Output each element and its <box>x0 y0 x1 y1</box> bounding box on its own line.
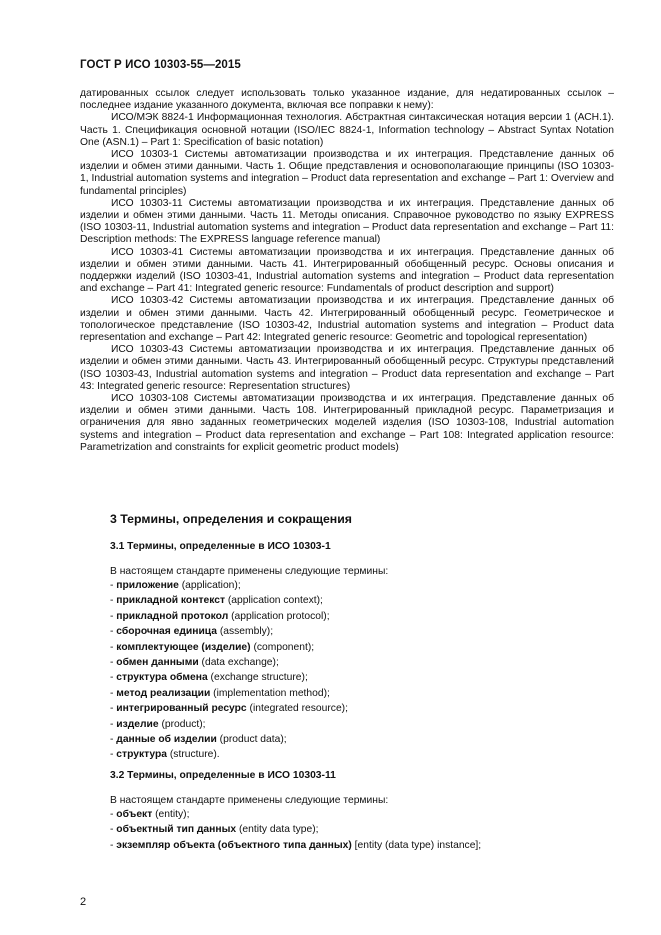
term-item: - прикладной контекст (application context); <box>110 595 323 607</box>
normative-references-text <box>80 88 614 454</box>
terms-list-3-2 <box>110 809 620 855</box>
term-item: - обмен данными (data exchange); <box>110 656 279 668</box>
term-item: - изделие (product); <box>110 718 206 730</box>
term-item: - объектный тип данных (entity data type); <box>110 824 319 836</box>
term-item: - данные об изделии (product data); <box>110 733 287 745</box>
subsection-3-2-lead: В настоящем стандарте применены следующие термины: <box>110 795 389 806</box>
reference-item: ИСО 10303-41 Системы автоматизации производства и их интеграция. Представление данных об изделии и обмен этими данными. Часть 41. Интегрированный обобщенный ресурс. Основы описания и поддержки изделий (ISO 10303-41, Industrial automation systems and integration – Product data representation and exchange – Part 41: Integrated generic resource: Fundamentals of product description and support) <box>80 246 614 295</box>
term-item: - интегрированный ресурс (integrated resource); <box>110 703 348 715</box>
term-item: - комплектующее (изделие) (component); <box>110 641 315 653</box>
term-item: - структура (structure). <box>110 749 220 761</box>
term-item: - структура обмена (exchange structure); <box>110 672 308 684</box>
term-item: - метод реализации (implementation method); <box>110 687 330 699</box>
term-item: - экземпляр объекта (объектного типа данных) [entity (data type) instance]; <box>110 839 482 851</box>
page-number: 2 <box>80 896 87 908</box>
term-item: - приложение (application); <box>110 580 241 591</box>
intro-paragraph: датированных ссылок следует использовать только указанное издание, для недатированных ссылок – последнее издание указанного документа, включая все поправки к нему): <box>80 88 614 112</box>
term-item: - объект (entity); <box>110 809 190 820</box>
reference-item: ИСО/МЭК 8824-1 Информационная технология. Абстрактная синтаксическая нотация версии 1 (АСН.1). Часть 1. Спецификация основной нотации (ISO/IEC 8824-1, Information technology – Abstract Syntax Notation One (ASN.1) – Part 1: Specification of basic notation) <box>80 112 614 148</box>
reference-item: ИСО 10303-108 Системы автоматизации производства и их интеграция. Представление данных об изделии и обмен этими данными. Часть 108. Интегрированный прикладной ресурс. Параметризация и ограничения для явно заданных геометрических моделей изделия (ISO 10303-108, Industrial automation systems and integration – Product data representation and exchange – Part 108: Integrated application resource: Parametrization and constraints for explicit geometric product models) <box>80 393 614 453</box>
reference-item: ИСО 10303-42 Системы автоматизации производства и их интеграция. Представление данных об изделии и обмен этими данными. Часть 42. Интегрированный обобщенный ресурс. Геометрическое и топологическое представление (ISO 10303-42, Industrial automation systems and integration – Product data representation and exchange – Part 42: Integrated generic resource: Geometric and topological representation) <box>80 295 614 344</box>
subsection-3-2-heading: 3.2 Термины, определенные в ИСО 10303-11 <box>110 770 336 781</box>
term-item: - прикладной протокол (application protocol); <box>110 610 330 622</box>
subsection-3-1-lead: В настоящем стандарте применены следующие термины: <box>110 566 389 577</box>
terms-list-3-1 <box>110 580 620 765</box>
page-header-title: ГОСТ Р ИСО 10303-55—2015 <box>80 59 241 71</box>
section-3-heading: 3 Термины, определения и сокращения <box>110 512 352 526</box>
reference-item: ИСО 10303-11 Системы автоматизации производства и их интеграция. Представление данных об изделии и обмен этими данными. Часть 11. Методы описания. Справочное руководство по языку EXPRESS (ISO 10303-11, Industrial automation systems and integration – Product data representation and exchange – Part 11: Description methods: The EXPRESS language reference manual) <box>80 197 614 246</box>
term-item: - сборочная единица (assembly); <box>110 626 274 638</box>
reference-item: ИСО 10303-43 Системы автоматизации производства и их интеграция. Представление данных об изделии и обмен этими данными. Часть 43. Интегрированный обобщенный ресурс. Структуры представлений (ISO 10303-43, Industrial automation systems and integration – Product data representation and exchange – Part 43: Integrated generic resource: Representation structures) <box>80 344 614 392</box>
subsection-3-1-heading: 3.1 Термины, определенные в ИСО 10303-1 <box>110 541 331 552</box>
reference-item: ИСО 10303-1 Системы автоматизации производства и их интеграция. Представление данных об изделии и обмен этими данными. Часть 1. Общие представления и основополагающие принципы (ISO 10303-1, Industrial automation systems and integration – Product data representation and exchange – Part 1: Overview and fundamental principles) <box>80 149 614 197</box>
